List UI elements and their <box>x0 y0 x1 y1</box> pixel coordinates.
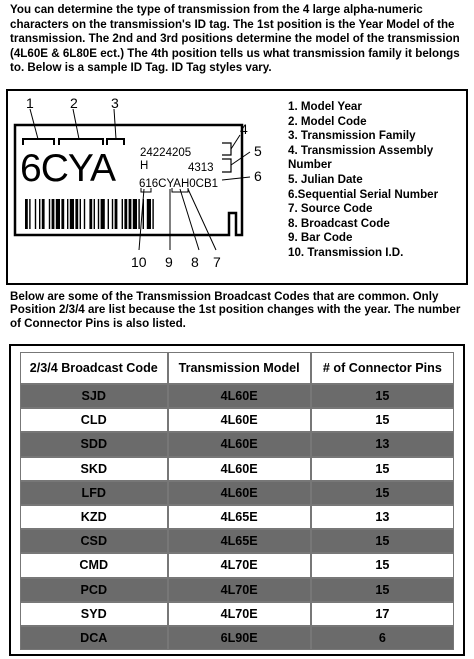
callout-8: 8 <box>191 254 199 270</box>
table-row <box>20 626 454 650</box>
callout-6: 6 <box>254 168 262 184</box>
table-row <box>20 602 454 626</box>
tag-assembly-number: 24224205 <box>140 147 192 159</box>
barcode-bar <box>152 199 153 229</box>
barcode-bar <box>42 199 45 229</box>
cell-broadcast-code: LFD <box>20 481 168 505</box>
cell-connector-pins: 6 <box>311 626 454 650</box>
barcode-bar <box>98 199 99 229</box>
barcode-bar <box>143 199 144 229</box>
cell-transmission-model: 4L60E <box>168 457 311 481</box>
legend-item: 4. Transmission Assembly Number <box>288 143 434 172</box>
table-header-row <box>20 352 454 384</box>
table-row <box>20 481 454 505</box>
barcode-bar <box>49 199 50 229</box>
cell-transmission-model: 4L70E <box>168 578 311 602</box>
tag-serial-line: 616CYAH0CB1 <box>139 178 219 190</box>
barcode-bar <box>75 199 78 229</box>
cell-broadcast-code: PCD <box>20 578 168 602</box>
table-row <box>20 408 454 432</box>
barcode-bar <box>39 199 40 229</box>
callout-5: 5 <box>254 143 262 159</box>
legend-item: 6.Sequential Serial Number <box>288 187 439 201</box>
header-connector-pins: # of Connector Pins <box>311 352 454 384</box>
barcode-bar <box>56 199 60 229</box>
barcode-bar <box>112 199 113 229</box>
cell-transmission-model: 4L60E <box>168 408 311 432</box>
cell-connector-pins: 15 <box>311 384 454 408</box>
table-row <box>20 384 454 408</box>
cell-connector-pins: 15 <box>311 481 454 505</box>
cell-transmission-model: 4L60E <box>168 432 311 456</box>
cell-broadcast-code: CLD <box>20 408 168 432</box>
cell-connector-pins: 15 <box>311 408 454 432</box>
cell-connector-pins: 13 <box>311 432 454 456</box>
barcode-bar <box>67 199 68 229</box>
barcode-bar <box>108 199 109 229</box>
cell-broadcast-code: SDD <box>20 432 168 456</box>
barcode-bar <box>122 199 123 229</box>
callout-9: 9 <box>165 254 173 270</box>
barcode-bar <box>124 199 127 229</box>
tag-legend <box>288 100 468 261</box>
id-tag-diagram <box>10 95 282 280</box>
barcode-bar <box>115 199 118 229</box>
barcode-bar <box>133 199 137 229</box>
barcode-bar <box>70 199 74 229</box>
callout-2: 2 <box>70 95 78 111</box>
barcode-bar <box>80 199 81 229</box>
cell-transmission-model: 4L70E <box>168 602 311 626</box>
cell-broadcast-code: DCA <box>20 626 168 650</box>
legend-item: 10. Transmission I.D. <box>288 245 404 259</box>
cell-broadcast-code: SJD <box>20 384 168 408</box>
header-transmission-model: Transmission Model <box>168 352 311 384</box>
broadcast-code-table <box>20 352 454 650</box>
cell-transmission-model: 4L65E <box>168 529 311 553</box>
callout-7: 7 <box>213 254 221 270</box>
intro-paragraph: You can determine the type of transmission from the 4 large alpha-numeric characters on the transmission's ID tag. The 1st position is the Year Model of the transmission. The 2nd and 3rd positions determine the model of the transmission (4L60E & 6L80E ect.) The 4th position tells us what transmission family it belongs to. Below is a sample ID Tag. ID Tag styles vary. <box>10 3 460 75</box>
barcode-bar <box>84 199 85 229</box>
cell-broadcast-code: SKD <box>20 457 168 481</box>
barcode-bar <box>94 199 95 229</box>
cell-transmission-model: 4L65E <box>168 505 311 529</box>
cell-connector-pins: 13 <box>311 505 454 529</box>
legend-item: 3. Transmission Family <box>288 129 416 143</box>
callout-1: 1 <box>26 95 34 111</box>
cell-transmission-model: 6L90E <box>168 626 311 650</box>
callout-4: 4 <box>240 121 248 137</box>
legend-item: 2. Model Code <box>288 114 367 128</box>
barcode-bar <box>25 199 28 229</box>
callout-3: 3 <box>111 95 119 111</box>
cell-connector-pins: 15 <box>311 457 454 481</box>
table-row <box>20 457 454 481</box>
header-broadcast-code: 2/3/4 Broadcast Code <box>20 352 168 384</box>
tag-julian-h: H <box>140 160 149 172</box>
legend-item: 8. Broadcast Code <box>288 216 390 230</box>
barcode-bar <box>101 199 105 229</box>
table-row <box>20 553 454 577</box>
broadcast-codes-note: Below are some of the Transmission Broadcast Codes that are common. Only Position 2/3/4 are list because the 1st position changes with the year. The number of Connector Pins is also listed. <box>10 290 461 330</box>
table-row <box>20 505 454 529</box>
legend-item: 5. Julian Date <box>288 172 363 186</box>
barcode-bar <box>129 199 132 229</box>
barcode-bar <box>61 199 64 229</box>
legend-item: 7. Source Code <box>288 202 373 216</box>
cell-transmission-model: 4L60E <box>168 481 311 505</box>
tag-julian-date: 4313 <box>188 162 214 174</box>
cell-transmission-model: 4L70E <box>168 553 311 577</box>
cell-transmission-model: 4L60E <box>168 384 311 408</box>
tag-big-code: 6CYA <box>20 147 115 190</box>
broadcast-code-table-frame <box>9 344 465 656</box>
cell-broadcast-code: KZD <box>20 505 168 529</box>
barcode-bar <box>147 199 151 229</box>
barcode-bar <box>52 199 55 229</box>
table-row <box>20 529 454 553</box>
cell-broadcast-code: SYD <box>20 602 168 626</box>
table-row <box>20 432 454 456</box>
legend-item: 9. Bar Code <box>288 231 353 245</box>
barcode-bar <box>138 199 139 229</box>
barcode-bar <box>29 199 30 229</box>
cell-connector-pins: 15 <box>311 529 454 553</box>
table-row <box>20 578 454 602</box>
cell-connector-pins: 15 <box>311 553 454 577</box>
cell-broadcast-code: CSD <box>20 529 168 553</box>
cell-connector-pins: 15 <box>311 578 454 602</box>
barcode-bar <box>89 199 92 229</box>
barcode-bar <box>35 199 36 229</box>
cell-broadcast-code: CMD <box>20 553 168 577</box>
legend-item: 1. Model Year <box>288 100 362 113</box>
callout-10: 10 <box>131 254 147 270</box>
cell-connector-pins: 17 <box>311 602 454 626</box>
